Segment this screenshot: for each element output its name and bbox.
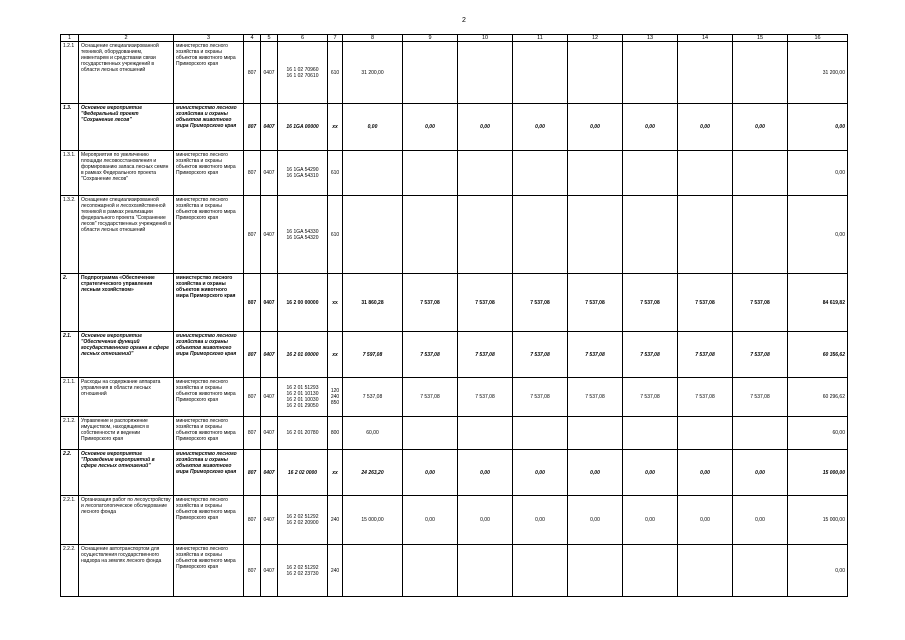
vr-code: 120 240 850 <box>328 378 343 417</box>
column-number: 14 <box>678 35 733 42</box>
table-row <box>61 378 848 417</box>
grbs-code: 807 <box>244 332 261 378</box>
column-number: 9 <box>403 35 458 42</box>
year-value: 31 860,28 <box>343 274 403 332</box>
year-value <box>733 151 788 196</box>
grbs-code: 807 <box>244 196 261 274</box>
year-value <box>343 151 403 196</box>
activity-name: Основное мероприятие "Федеральный проект "Сохранение лесов" <box>79 104 174 151</box>
year-value <box>623 151 678 196</box>
table-row <box>61 545 848 597</box>
column-number: 4 <box>244 35 261 42</box>
rzpr-code: 0407 <box>261 274 278 332</box>
column-number: 1 <box>61 35 79 42</box>
year-value: 7 537,08 <box>513 332 568 378</box>
year-value: 7 537,08 <box>623 274 678 332</box>
executor: министерство лесного хозяйства и охраны объектов животного мира Приморского края <box>174 417 244 450</box>
year-value <box>403 151 458 196</box>
year-value: 7 537,08 <box>458 378 513 417</box>
activity-name: Оснащение автотранспортом для осуществления государственного надзора на землях лесного фонда <box>79 545 174 597</box>
column-number: 16 <box>788 35 848 42</box>
year-value <box>568 196 623 274</box>
year-value: 7 537,08 <box>678 378 733 417</box>
year-value: 0,00 <box>623 496 678 545</box>
csr-code: 16 2 02 0000 <box>278 450 328 496</box>
table-row <box>61 417 848 450</box>
year-value: 7 537,08 <box>678 332 733 378</box>
row-id: 2.1.2. <box>61 417 79 450</box>
year-value: 0,00 <box>458 496 513 545</box>
year-value: 0,00 <box>678 104 733 151</box>
year-value: 0,00 <box>403 450 458 496</box>
executor: министерство лесного хозяйства и охраны объектов животного мира Приморского края <box>174 42 244 104</box>
year-value: 60,00 <box>343 417 403 450</box>
activity-name: Основное мероприятие "Обеспечение функций государственного органа в сфере лесных отношений" <box>79 332 174 378</box>
grbs-code: 807 <box>244 450 261 496</box>
csr-code: 16 2 01 20780 <box>278 417 328 450</box>
year-value: 0,00 <box>568 104 623 151</box>
table-row <box>61 450 848 496</box>
column-number: 3 <box>174 35 244 42</box>
csr-code: 16 2 00 00000 <box>278 274 328 332</box>
total-value: 60 356,62 <box>788 332 848 378</box>
year-value <box>623 196 678 274</box>
year-value <box>458 417 513 450</box>
year-value: 31 200,00 <box>343 42 403 104</box>
row-id: 2.1.1. <box>61 378 79 417</box>
page-number: 2 <box>462 17 466 24</box>
year-value <box>513 545 568 597</box>
year-value: 0,00 <box>513 496 568 545</box>
year-value <box>678 151 733 196</box>
executor: министерство лесного хозяйства и охраны объектов животного мира Приморского края <box>174 496 244 545</box>
year-value <box>678 417 733 450</box>
year-value <box>403 196 458 274</box>
vr-code: хх <box>328 274 343 332</box>
table-row <box>61 42 848 104</box>
year-value: 7 537,08 <box>458 274 513 332</box>
year-value: 0,00 <box>403 496 458 545</box>
rzpr-code: 0407 <box>261 450 278 496</box>
grbs-code: 807 <box>244 417 261 450</box>
grbs-code: 807 <box>244 274 261 332</box>
vr-code: 800 <box>328 417 343 450</box>
year-value <box>733 417 788 450</box>
year-value <box>513 42 568 104</box>
row-id: 2.2. <box>61 450 79 496</box>
grbs-code: 807 <box>244 496 261 545</box>
year-value: 0,00 <box>678 496 733 545</box>
activity-name: Подпрограмма «Обеспечение стратегического управления лесным хозяйством» <box>79 274 174 332</box>
activity-name: Управление и распоряжение имуществом, находящимся в собственности и ведении Приморского края <box>79 417 174 450</box>
vr-code: хх <box>328 104 343 151</box>
year-value: 7 537,08 <box>678 274 733 332</box>
total-value: 0,00 <box>788 196 848 274</box>
row-id: 1.2.1 <box>61 42 79 104</box>
year-value <box>343 196 403 274</box>
activity-name: Основное мероприятие "Проведение мероприятий в сфере лесных отношений" <box>79 450 174 496</box>
year-value: 7 537,08 <box>403 274 458 332</box>
column-number-row <box>61 35 848 42</box>
total-value: 60,00 <box>788 417 848 450</box>
year-value <box>623 42 678 104</box>
year-value: 7 537,08 <box>458 332 513 378</box>
year-value <box>678 196 733 274</box>
rzpr-code: 0407 <box>261 545 278 597</box>
column-number: 5 <box>261 35 278 42</box>
total-value: 31 200,00 <box>788 42 848 104</box>
column-number: 12 <box>568 35 623 42</box>
year-value: 0,00 <box>733 450 788 496</box>
year-value: 0,00 <box>403 104 458 151</box>
column-number: 11 <box>513 35 568 42</box>
year-value <box>458 545 513 597</box>
year-value <box>458 42 513 104</box>
row-id: 2.2.2. <box>61 545 79 597</box>
table-row <box>61 196 848 274</box>
year-value: 7 537,08 <box>568 332 623 378</box>
year-value: 0,00 <box>733 104 788 151</box>
grbs-code: 807 <box>244 545 261 597</box>
vr-code: 240 <box>328 496 343 545</box>
year-value: 7 537,08 <box>623 378 678 417</box>
year-value: 0,00 <box>343 104 403 151</box>
csr-code: 16 2 01 51293 16 2 01 10130 16 2 01 10030 16 2 01 29050 <box>278 378 328 417</box>
year-value: 7 537,08 <box>568 378 623 417</box>
year-value <box>403 417 458 450</box>
total-value: 0,00 <box>788 104 848 151</box>
rzpr-code: 0407 <box>261 104 278 151</box>
year-value: 7 537,08 <box>623 332 678 378</box>
year-value <box>623 545 678 597</box>
year-value <box>458 196 513 274</box>
executor: министерство лесного хозяйства и охраны объектов животного мира Приморского края <box>174 104 244 151</box>
table-row <box>61 274 848 332</box>
year-value <box>513 417 568 450</box>
column-number: 15 <box>733 35 788 42</box>
grbs-code: 807 <box>244 151 261 196</box>
csr-code: 16 2 02 51292 16 2 02 23730 <box>278 545 328 597</box>
year-value: 24 263,20 <box>343 450 403 496</box>
year-value <box>733 42 788 104</box>
table-row <box>61 496 848 545</box>
column-number: 7 <box>328 35 343 42</box>
year-value <box>678 545 733 597</box>
year-value <box>733 545 788 597</box>
vr-code: хх <box>328 332 343 378</box>
year-value: 0,00 <box>513 450 568 496</box>
csr-code: 16 2 02 51292 16 2 02 20900 <box>278 496 328 545</box>
year-value: 0,00 <box>678 450 733 496</box>
rzpr-code: 0407 <box>261 151 278 196</box>
year-value: 7 537,08 <box>343 378 403 417</box>
executor: министерство лесного хозяйства и охраны объектов животного мира Приморского края <box>174 151 244 196</box>
row-id: 2.1. <box>61 332 79 378</box>
rzpr-code: 0407 <box>261 332 278 378</box>
total-value: 0,00 <box>788 545 848 597</box>
year-value <box>343 545 403 597</box>
year-value: 0,00 <box>568 496 623 545</box>
grbs-code: 807 <box>244 42 261 104</box>
grbs-code: 807 <box>244 378 261 417</box>
executor: министерство лесного хозяйства и охраны объектов животного мира Приморского края <box>174 450 244 496</box>
year-value: 0,00 <box>623 104 678 151</box>
column-number: 10 <box>458 35 513 42</box>
vr-code: 610 <box>328 151 343 196</box>
row-id: 1.3.2. <box>61 196 79 274</box>
csr-code: 16 1GA 54290 16 1GA 54310 <box>278 151 328 196</box>
rzpr-code: 0407 <box>261 417 278 450</box>
year-value <box>568 417 623 450</box>
csr-code: 16 1 02 70960 16 1 02 70610 <box>278 42 328 104</box>
csr-code: 16 1GA 00000 <box>278 104 328 151</box>
vr-code: 610 <box>328 196 343 274</box>
row-id: 1.3.1. <box>61 151 79 196</box>
year-value: 0,00 <box>568 450 623 496</box>
table-row <box>61 104 848 151</box>
executor: министерство лесного хозяйства и охраны объектов животного мира Приморского края <box>174 545 244 597</box>
year-value: 7 537,08 <box>513 378 568 417</box>
year-value <box>513 196 568 274</box>
executor: министерство лесного хозяйства и охраны объектов животного мира Приморского края <box>174 332 244 378</box>
table-row <box>61 332 848 378</box>
year-value <box>403 42 458 104</box>
row-id: 2.2.1. <box>61 496 79 545</box>
rzpr-code: 0407 <box>261 378 278 417</box>
column-number: 8 <box>343 35 403 42</box>
year-value: 0,00 <box>733 496 788 545</box>
vr-code: хх <box>328 450 343 496</box>
year-value <box>403 545 458 597</box>
year-value: 0,00 <box>513 104 568 151</box>
year-value: 0,00 <box>623 450 678 496</box>
rzpr-code: 0407 <box>261 42 278 104</box>
column-number: 6 <box>278 35 328 42</box>
executor: министерство лесного хозяйства и охраны объектов животного мира Приморского края <box>174 196 244 274</box>
year-value: 7 597,08 <box>343 332 403 378</box>
year-value <box>458 151 513 196</box>
vr-code: 610 <box>328 42 343 104</box>
executor: министерство лесного хозяйства и охраны объектов животного мира Приморского края <box>174 378 244 417</box>
year-value <box>568 42 623 104</box>
grbs-code: 807 <box>244 104 261 151</box>
activity-name: Оснащение специализированной техникой, оборудованием, инвентарем и средствами связи государственных учреждений в области лесных отношений <box>79 42 174 104</box>
row-id: 1.3. <box>61 104 79 151</box>
executor: министерство лесного хозяйства и охраны объектов животного мира Приморского края <box>174 274 244 332</box>
total-value: 15 000,00 <box>788 450 848 496</box>
csr-code: 16 2 01 00000 <box>278 332 328 378</box>
year-value: 7 537,08 <box>403 378 458 417</box>
total-value: 0,00 <box>788 151 848 196</box>
activity-name: Организация работ по лесоустройству и лесопатологическое обследование лесного фонда <box>79 496 174 545</box>
rzpr-code: 0407 <box>261 196 278 274</box>
year-value: 7 537,08 <box>403 332 458 378</box>
year-value: 7 537,08 <box>568 274 623 332</box>
year-value <box>568 545 623 597</box>
year-value: 0,00 <box>458 450 513 496</box>
csr-code: 16 1GA 54330 16 1GA 54320 <box>278 196 328 274</box>
activity-name: Расходы на содержание аппарата управления в области лесных отношений <box>79 378 174 417</box>
year-value: 0,00 <box>458 104 513 151</box>
table-row <box>61 151 848 196</box>
year-value <box>733 196 788 274</box>
year-value: 15 000,00 <box>343 496 403 545</box>
total-value: 84 619,82 <box>788 274 848 332</box>
rzpr-code: 0407 <box>261 496 278 545</box>
year-value: 7 537,08 <box>733 378 788 417</box>
year-value: 7 537,08 <box>733 274 788 332</box>
total-value: 60 296,62 <box>788 378 848 417</box>
year-value <box>678 42 733 104</box>
year-value <box>568 151 623 196</box>
year-value: 7 537,08 <box>733 332 788 378</box>
year-value <box>623 417 678 450</box>
budget-table <box>60 34 848 597</box>
row-id: 2. <box>61 274 79 332</box>
year-value: 7 537,08 <box>513 274 568 332</box>
column-number: 2 <box>79 35 174 42</box>
year-value <box>513 151 568 196</box>
activity-name: Мероприятия по увеличению площади лесовосстановления и формированию запаса лесных семян в рамках Федерального проекта "Сохранение лесов" <box>79 151 174 196</box>
total-value: 15 000,00 <box>788 496 848 545</box>
vr-code: 240 <box>328 545 343 597</box>
activity-name: Оснащение специализированной лесопожарной и лесохозяйственной техникой в рамках реализации федерального проекта "Сохранение лесов" государственных учреждений в области лесных отношений <box>79 196 174 274</box>
column-number: 13 <box>623 35 678 42</box>
